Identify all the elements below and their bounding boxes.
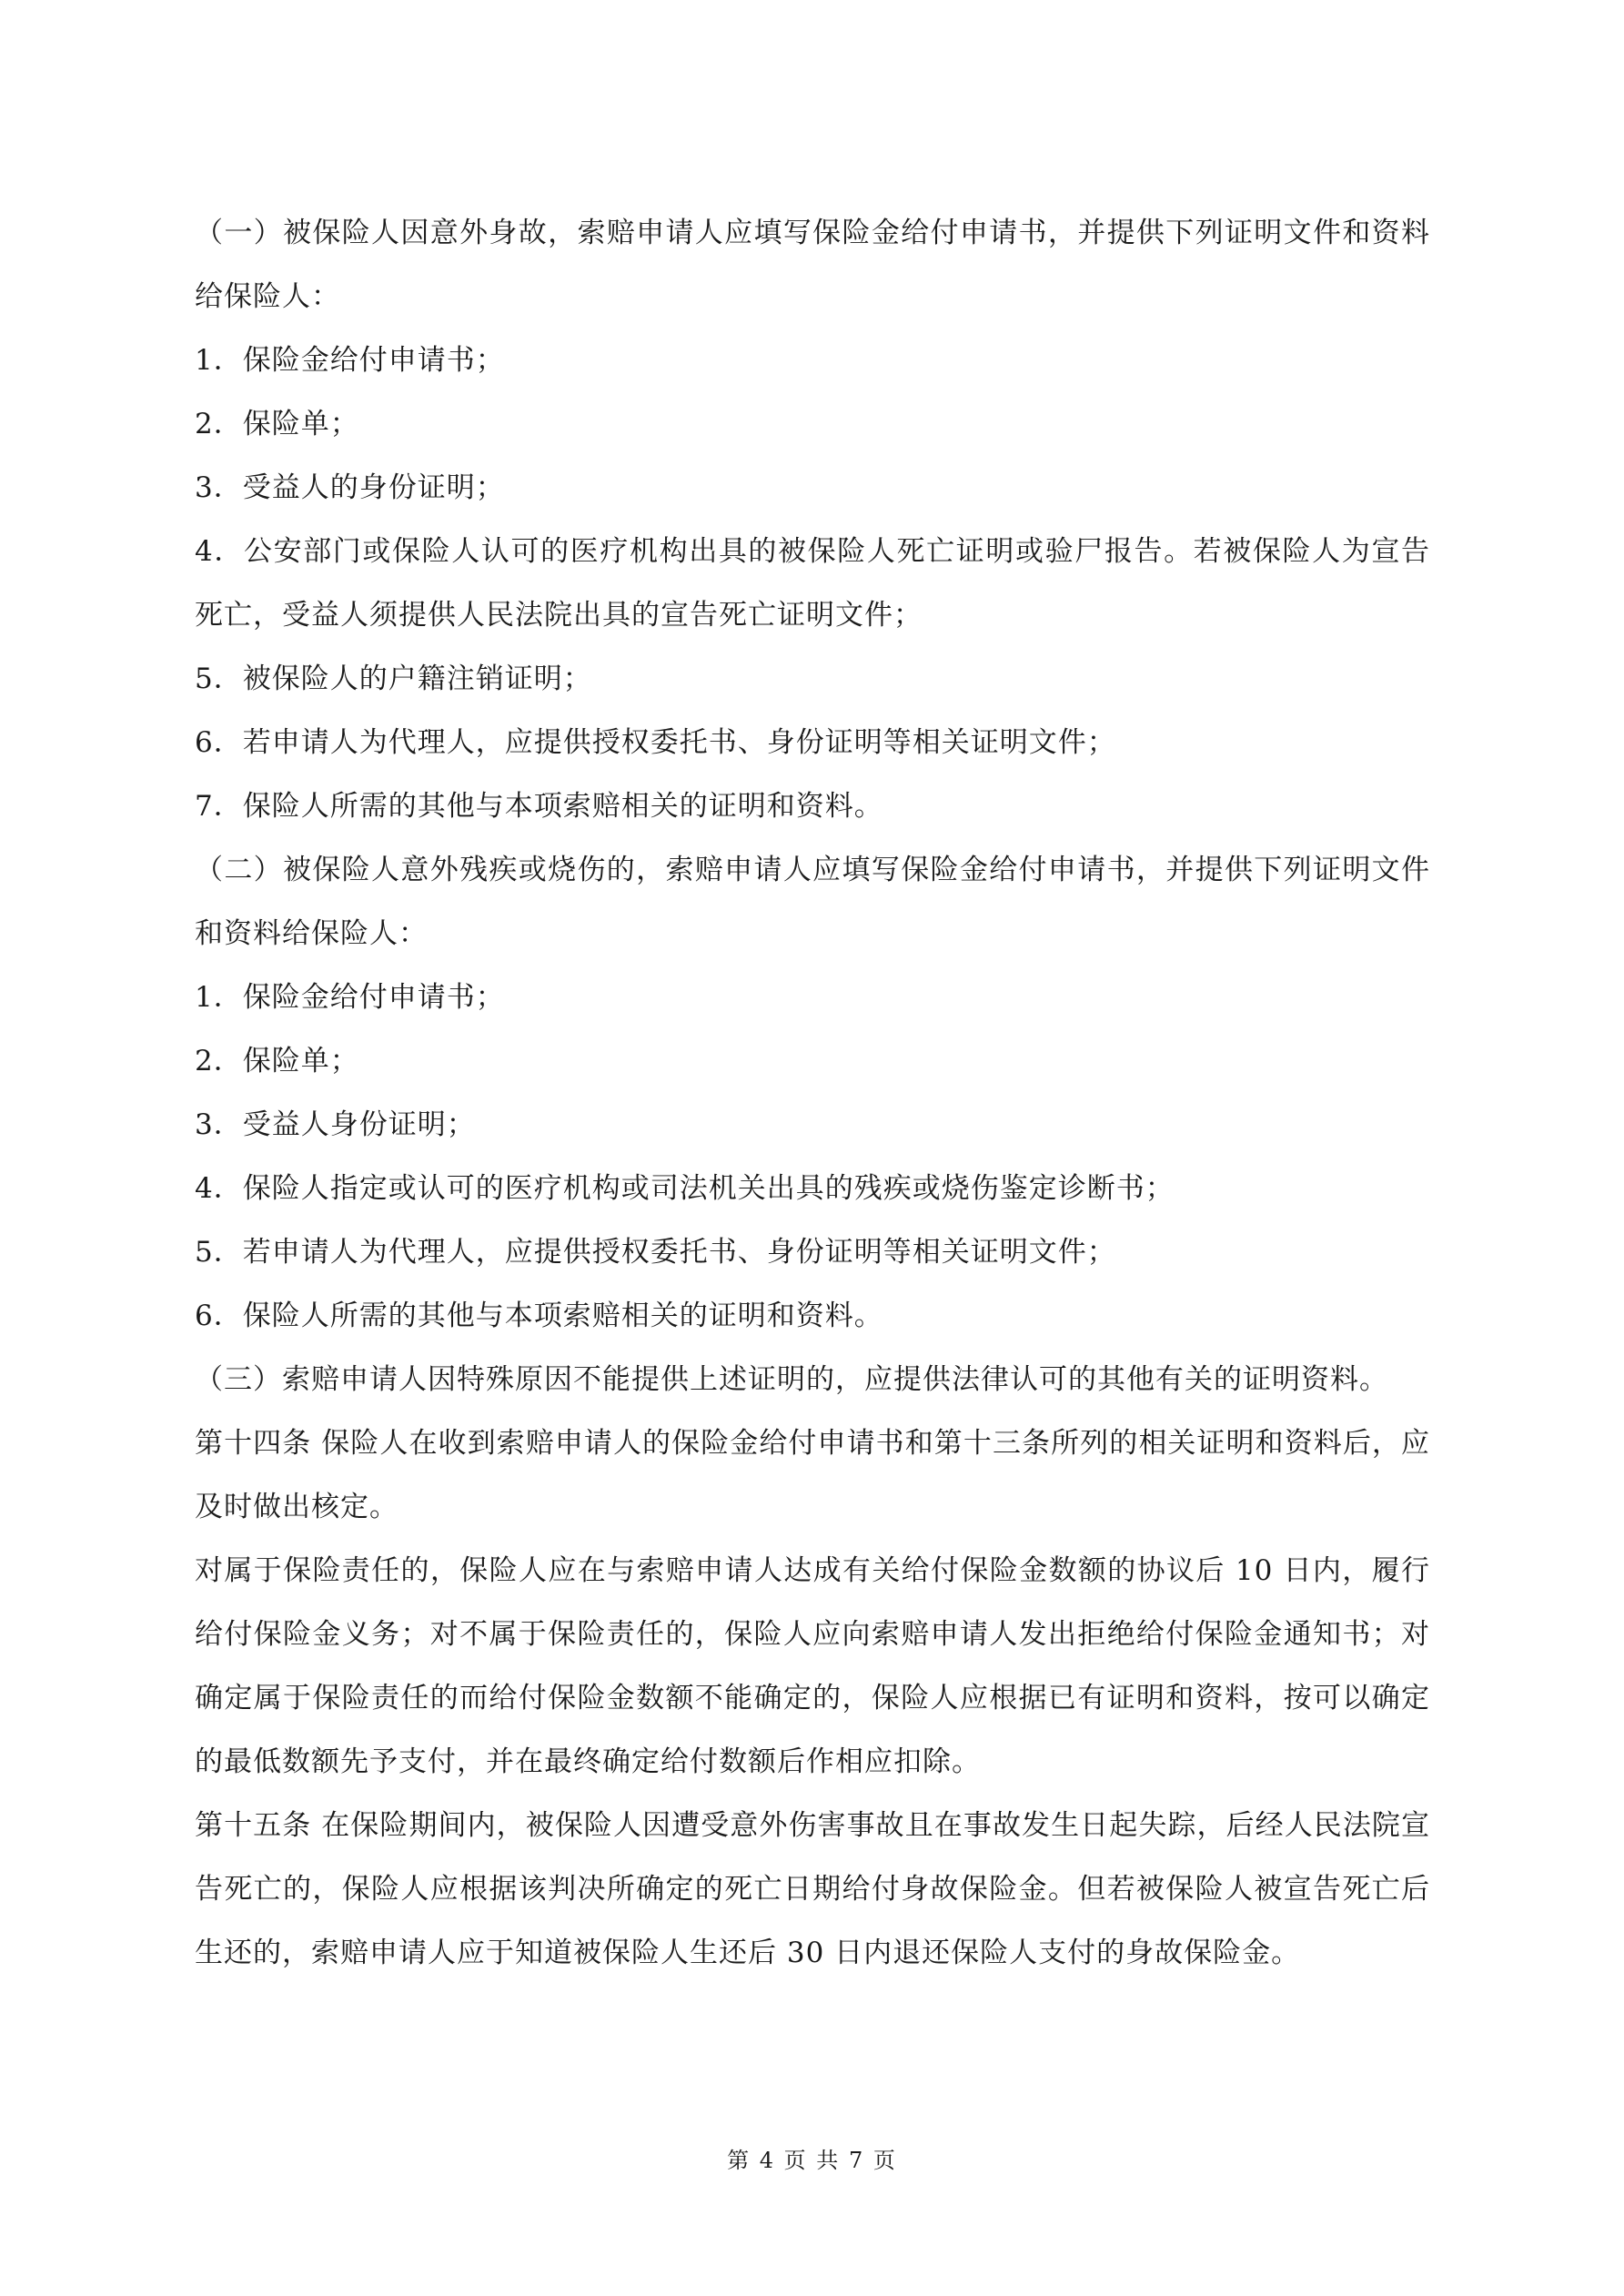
list-item: 3．受益人的身份证明； xyxy=(195,471,505,504)
list-item: 4．公安部门或保险人认可的医疗机构出具的被保险人死亡证明或验尸报告。若被保险人为宣告死亡，受益人须提供人民法院出具的宣告死亡证明文件； xyxy=(195,535,1430,632)
list-item: 2．保险单； xyxy=(195,1045,359,1077)
list-item: 7．保险人所需的其他与本项索赔相关的证明和资料。 xyxy=(195,790,883,823)
page-number-footer: 第 4 页 共 7 页 xyxy=(727,2148,897,2173)
list-item: 5．若申请人为代理人，应提供授权委托书、身份证明等相关证明文件； xyxy=(195,1236,1116,1269)
section-2-heading: （二）被保险人意外残疾或烧伤的，索赔申请人应填写保险金给付申请书，并提供下列证明文件和资料给保险人： xyxy=(195,854,1430,950)
article-15-paragraph: 第十五条 在保险期间内，被保险人因遭受意外伤害事故且在事故发生日起失踪，后经人民法院宣告死亡的，保险人应根据该判决所确定的死亡日期给付身故保险金。但若被保险人被宣告死亡后生还的，索赔申请人应于知道被保险人生还后 30 日内退还保险人支付的身故保险金。 xyxy=(195,1809,1430,1969)
list-item: 3．受益人身份证明； xyxy=(195,1108,476,1141)
list-item: 5．被保险人的户籍注销证明； xyxy=(195,663,592,695)
document-body xyxy=(195,201,1430,1985)
list-item: 4．保险人指定或认可的医疗机构或司法机关出具的残疾或烧伤鉴定诊断书； xyxy=(195,1172,1175,1205)
section-1-heading: （一）被保险人因意外身故，索赔申请人应填写保险金给付申请书，并提供下列证明文件和资料给保险人： xyxy=(195,217,1430,313)
list-item: 2．保险单； xyxy=(195,408,359,440)
article-14-paragraph: 第十四条 保险人在收到索赔申请人的保险金给付申请书和第十三条所列的相关证明和资料后，应及时做出核定。 xyxy=(195,1427,1430,1523)
article-14-detail-paragraph: 对属于保险责任的，保险人应在与索赔申请人达成有关给付保险金数额的协议后 10 日内，履行给付保险金义务；对不属于保险责任的，保险人应向索赔申请人发出拒绝给付保险金通知书；对确定属于保险责任的而给付保险金数额不能确定的，保险人应根据已有证明和资料，按可以确定的最低数额先予支付，并在最终确定给付数额后作相应扣除。 xyxy=(195,1554,1430,1778)
list-item: 6．若申请人为代理人，应提供授权委托书、身份证明等相关证明文件； xyxy=(195,726,1116,759)
section-3-paragraph: （三）索赔申请人因特殊原因不能提供上述证明的，应提供法律认可的其他有关的证明资料。 xyxy=(195,1363,1388,1396)
list-item: 1．保险金给付申请书； xyxy=(195,981,505,1014)
list-item: 1．保险金给付申请书； xyxy=(195,344,505,377)
list-item: 6．保险人所需的其他与本项索赔相关的证明和资料。 xyxy=(195,1300,883,1332)
